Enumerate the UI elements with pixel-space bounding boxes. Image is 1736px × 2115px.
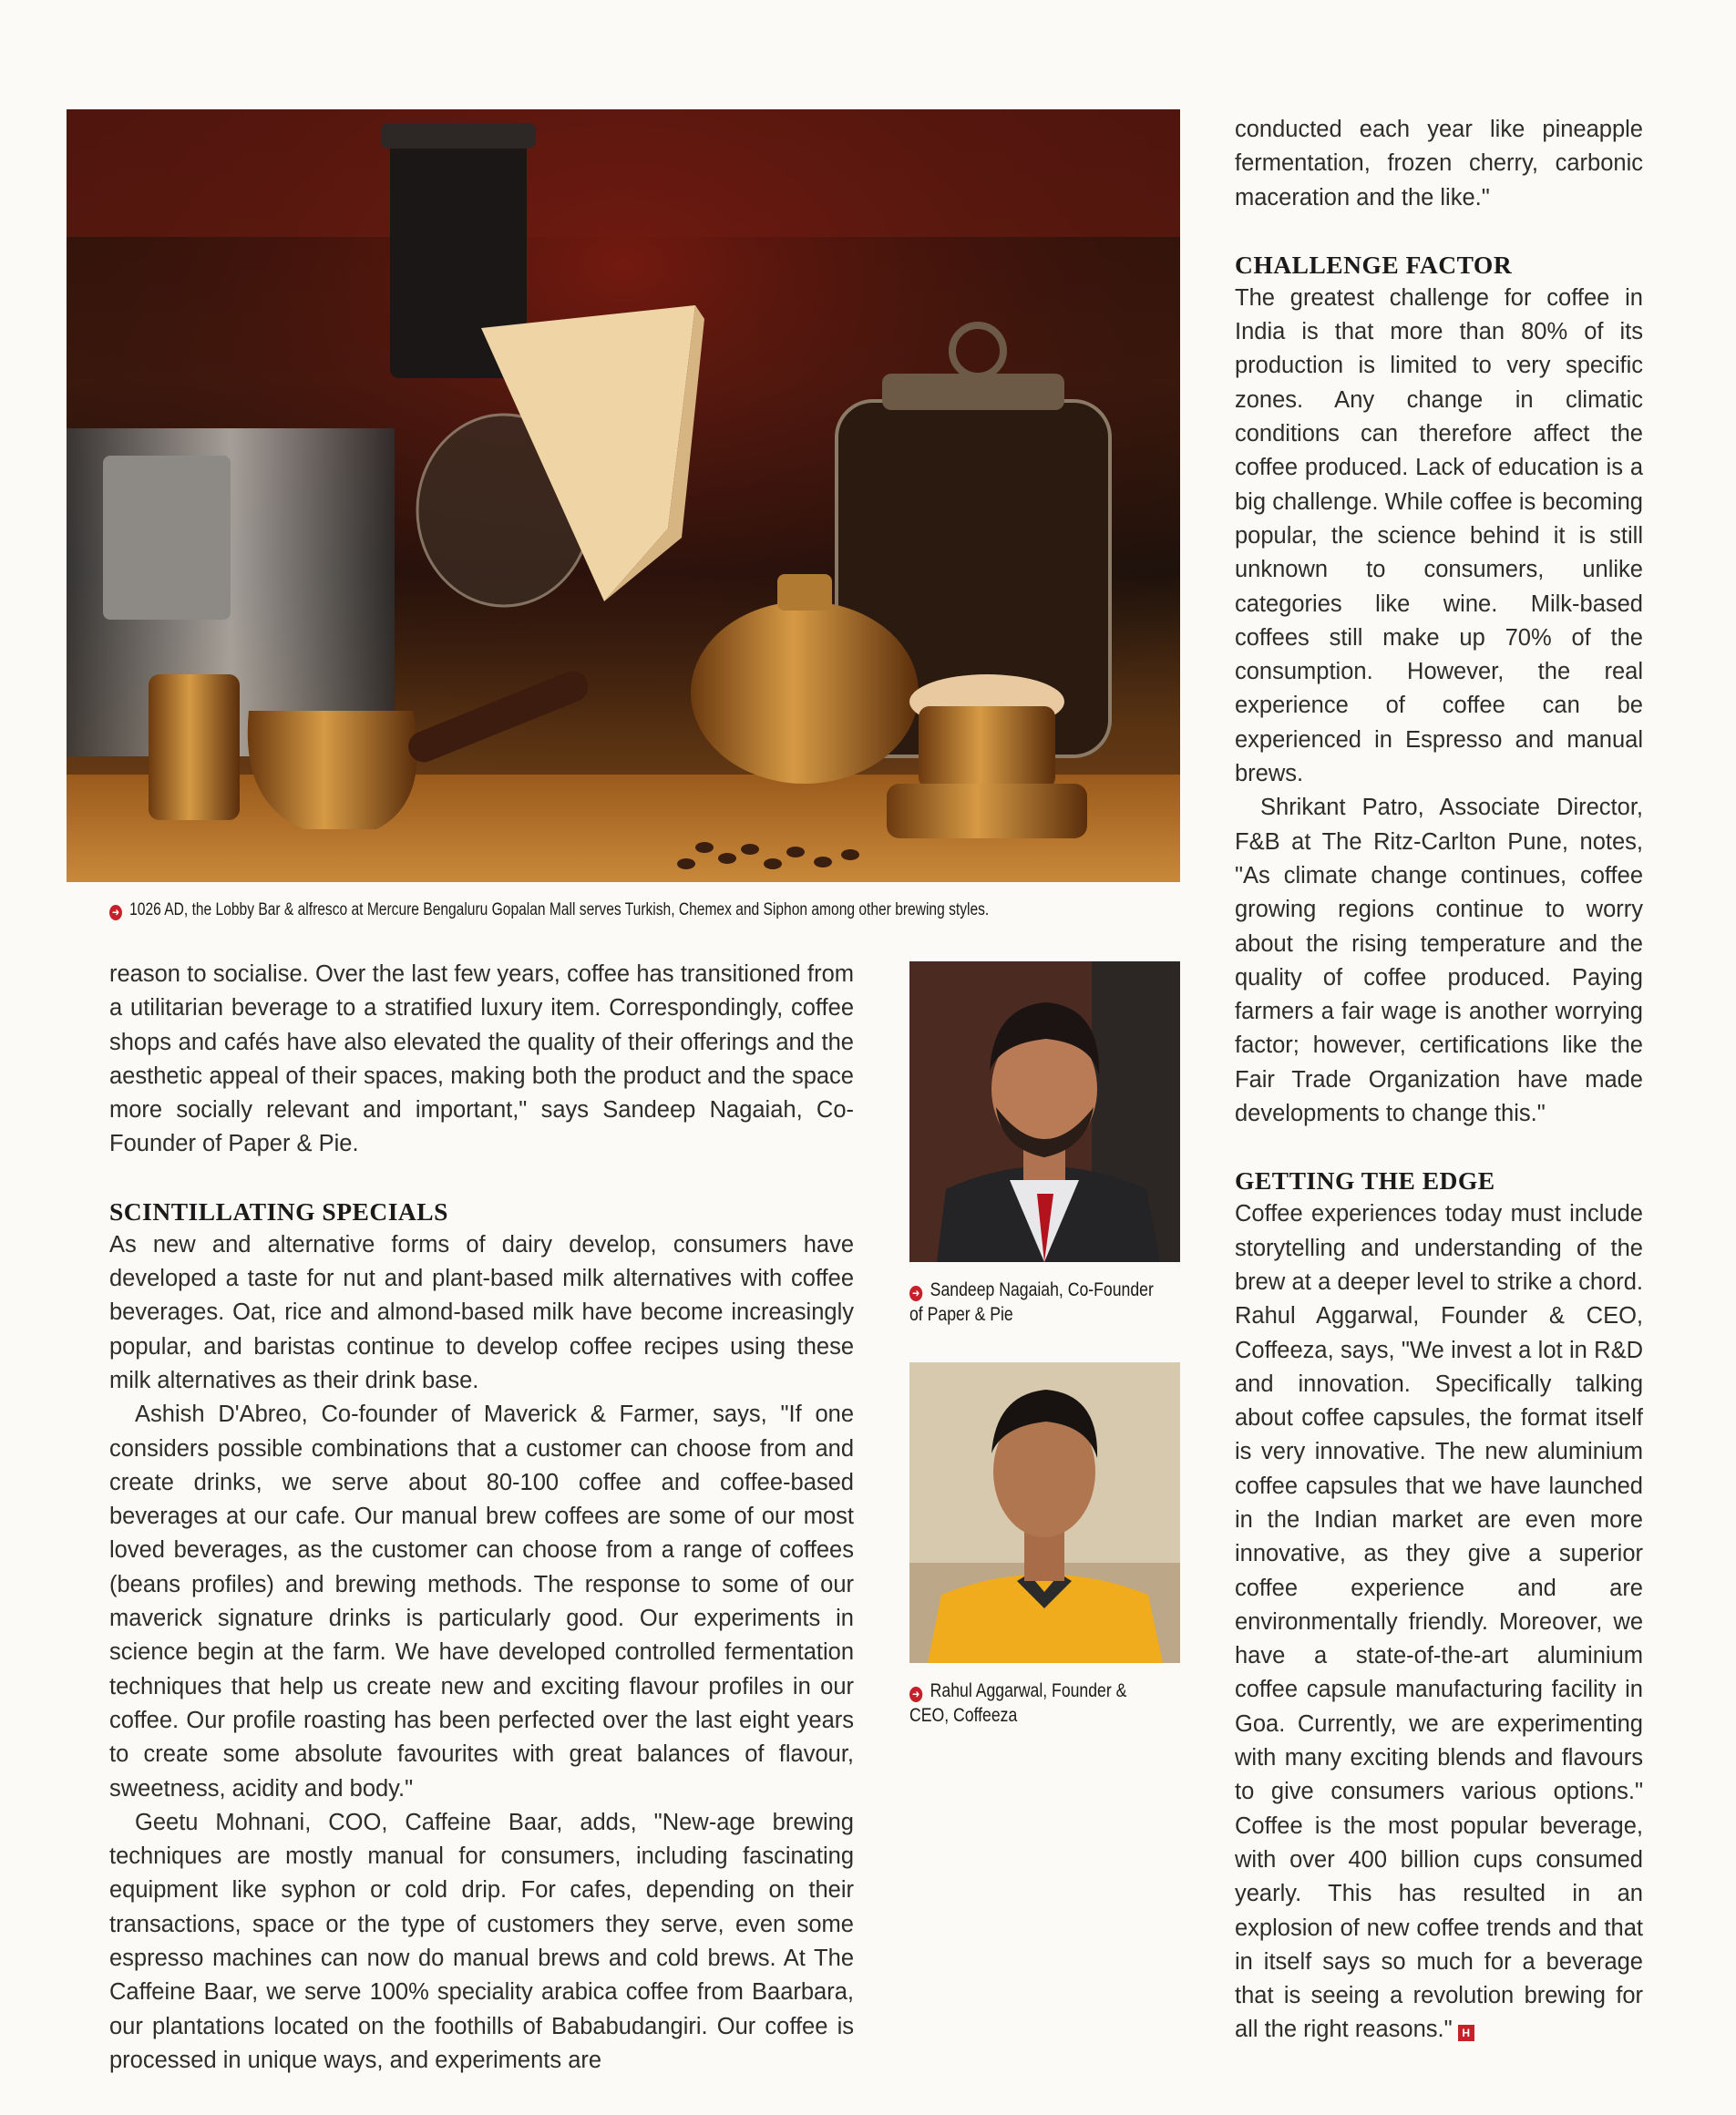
portrait-caption-2: ➜ Rahul Aggarwal, Founder & CEO, Coffeeza: [909, 1680, 1127, 1726]
left-column: [109, 958, 854, 2078]
right-paragraph-3: Coffee experiences today must include storytelling and understanding of the brew at a deeper level to strike a chord. Rahul Aggarwal, Founder & CEO, Coffeeza, says, "We invest a lot in R&D and innovation. Specifically talking about coffee capsules, the format itself is very innovative. The new aluminium coffee capsules that we have launched in the Indian market are even more innovative, as they give a superior coffee experience and are environmentally friendly. Moreover, we have a state-of-the-art aluminium coffee capsule manufacturing facility in Goa. Currently, we are experimenting with many exciting blends and flavours to give consumers various options." Coffee is the most popular beverage, with over 400 billion cups consumed yearly. This has resulted in an explosion of new coffee trends and that in itself says so much for a beverage that is seeing a revolution brewing for all the right reasons." H: [1235, 1201, 1643, 2043]
man-in-yellow-shirt-portrait: [909, 1362, 1180, 1663]
left-paragraph-2: Ashish D'Abreo, Co-founder of Maverick & Farmer, says, "If one considers possible combinations that a customer can choose from and create drinks, we serve about 80-100 coffee and coffee-based beverages at our cafe. Our manual brew coffees are some of our most loved beverages, as the customer can choose from a range of coffees (beans profiles) and brewing methods. The response to some of our maverick signature drinks is particularly good. Our experiments in science begin at the farm. We have developed controlled fermentation techniques that help us create new and exciting flavour profiles in our coffee. Our profile roasting has been perfected over the last eight years to create some absolute favourites with great balances of flavour, sweetness, acidity and body.": [109, 1401, 854, 1802]
arrow-bullet-icon: ➜: [909, 1687, 922, 1702]
portrait-sandeep-nagaiah: [909, 961, 1180, 1262]
photo-caption: [109, 900, 989, 920]
hero-photo: [67, 109, 1180, 882]
right-intro-paragraph: conducted each year like pineapple fermentation, frozen cherry, carbonic maceration and the like.": [1235, 117, 1643, 210]
man-in-suit-portrait: [909, 961, 1180, 1262]
left-intro-paragraph: reason to socialise. Over the last few years, coffee has transitioned from a utilitarian beverage to a stratified luxury item. Correspondingly, coffee shops and cafés have also elevated the quality of their offerings and the aesthetic appeal of their spaces, making both the product and the space more socially relevant and important," says Sandeep Nagaiah, Co-Founder of Paper & Pie.: [109, 961, 854, 1157]
arrow-bullet-icon: ➜: [909, 1286, 922, 1301]
end-of-article-icon: H: [1458, 2025, 1474, 2041]
right-paragraph-2: Shrikant Patro, Associate Director, F&B at The Ritz-Carlton Pune, notes, "As climate change continues, coffee growing regions continue to worry about the rising temperature and the quality of coffee produced. Paying farmers a fair wage is another worrying factor; however, certifications like the Fair Trade Organization have made developments to change this.": [1235, 795, 1643, 1127]
right-column: [1235, 113, 1643, 2048]
right-paragraph-1: The greatest challenge for coffee in India is that more than 80% of its production is limited to very specific zones. Any change in climatic conditions can therefore affect the coffee produced. Lack of education is a big challenge. While coffee is becoming popular, the science behind it is still unknown to consumers, unlike categories like wine. Milk-based coffees still make up 70% of the consumption. However, the real experience of coffee can be experienced in Espresso and manual brews.: [1235, 284, 1643, 787]
section-heading-scintillating-specials: SCINTILLATING SPECIALS: [109, 1196, 448, 1226]
left-paragraph-1: As new and alternative forms of dairy develop, consumers have developed a taste for nut and plant-based milk alternatives with coffee beverages. Oat, rice and almond-based milk have become increasingly popular, and baristas continue to develop coffee recipes using these milk alternatives as their drink base.: [109, 1231, 854, 1393]
photo-caption-text: 1026 AD, the Lobby Bar & alfresco at Mercure Bengaluru Gopalan Mall serves Turkish, Chemex and Siphon among other brewing styles.: [129, 900, 990, 919]
portrait-rahul-aggarwal: [909, 1362, 1180, 1663]
left-paragraph-3: Geetu Mohnani, COO, Caffeine Baar, adds, "New-age brewing techniques are mostly manual for consumers, including fascinating equipment like syphon or cold drip. For cafes, depending on their transactions, space or the type of customers they serve, even some espresso machines can now do manual brews and cold brews. At The Caffeine Baar, we serve 100% speciality arabica coffee from Baarbara, our plantations located on the foothills of Bababudangiri. Our coffee is processed in unique ways, and experiments are: [109, 1809, 854, 2073]
portrait-caption-1: ➜ Sandeep Nagaiah, Co-Founder of Paper & Pie: [909, 1279, 1154, 1325]
arrow-bullet-icon: ➜: [109, 905, 122, 920]
coffee-brewing-equipment-illustration: [67, 109, 1180, 882]
section-heading-challenge-factor: CHALLENGE FACTOR: [1235, 250, 1513, 279]
section-heading-getting-the-edge: GETTING THE EDGE: [1235, 1166, 1495, 1196]
